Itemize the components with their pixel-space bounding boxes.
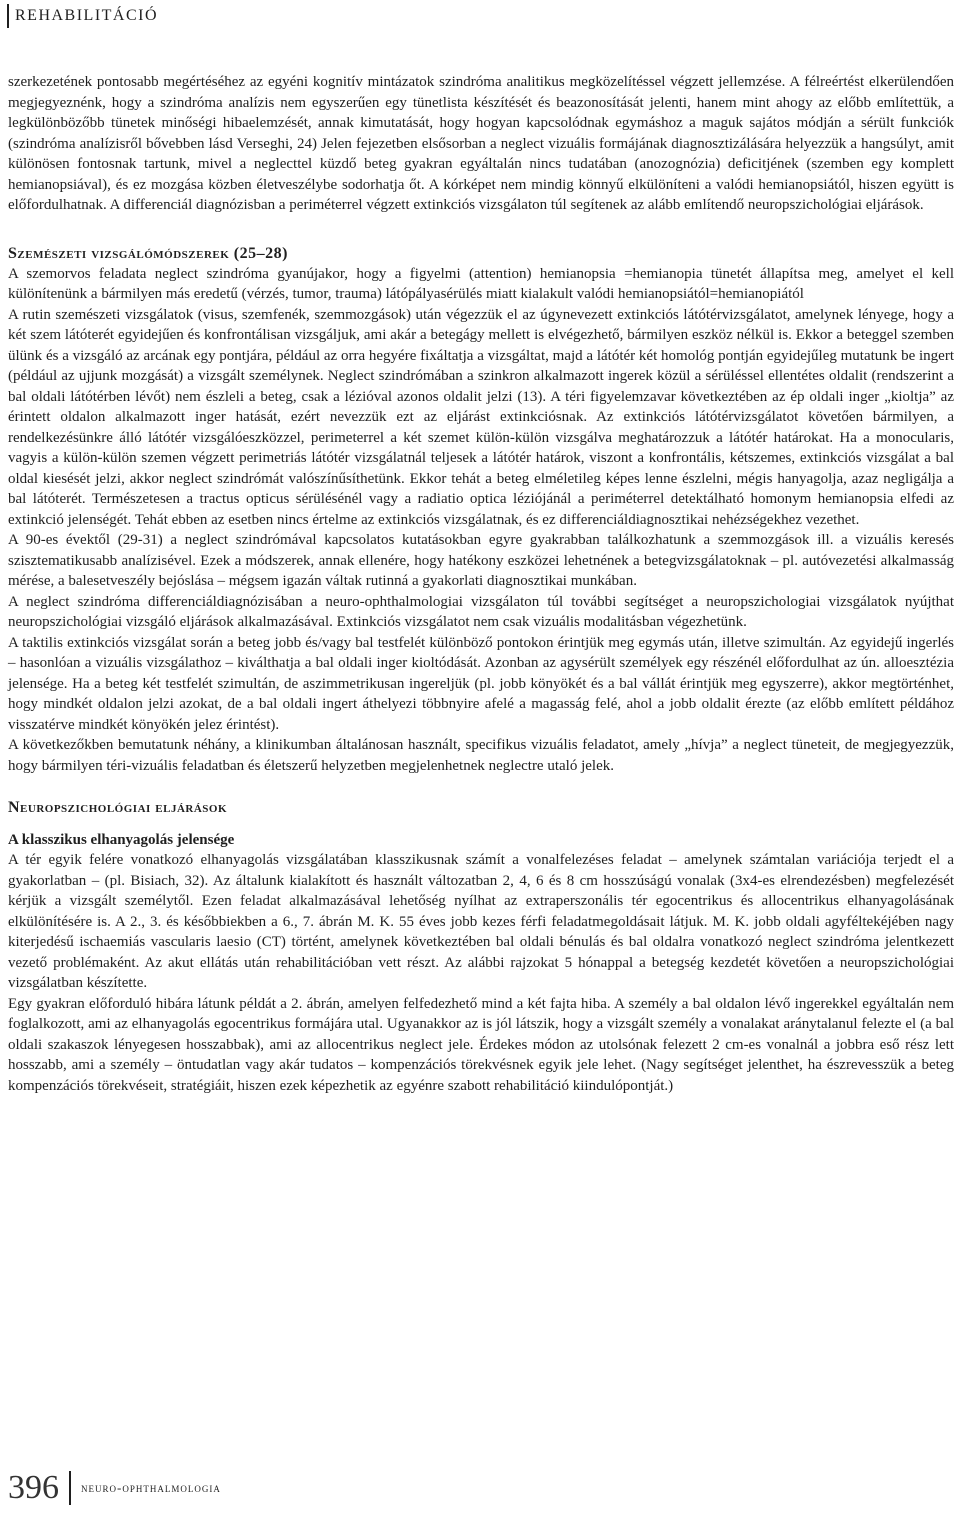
section-title-ophthalmic: Szemészeti vizsgálómódszerek (25–28) xyxy=(8,244,288,262)
spacer xyxy=(8,776,954,798)
paragraph: A taktilis extinkciós vizsgálat során a beteg jobb és/vagy bal testfelét különböző pontokon érintjük meg egymás után, illetve szimultán. Az egyidejű ingerlés – hasonlóan a vizuális vizsgálathoz – kiválthatja a bal oldali inger kioltódását. Azonban az agysérült személyek egy részénél előfordulhat az ún. alloesztézia jelensége. Ha a beteg két testfelét szimultán, de aszimmetrikusan ingereljük (pl. jobb könyökét és a bal vállát érintjük meg egyszerre), akkor megtörténhet, hogy mindkét oldalon jelzi azokat, de a bal oldali ingert áthelyezi többnyire afelé a magasság felé, ahol a jobb oldalit érezte (az előbb említett példához visszatérve mindkét könyökén jelez érintést). xyxy=(8,634,954,733)
header-title: REHABILITÁCIÓ xyxy=(15,7,159,24)
paragraph: A rutin szemészeti vizsgálatok (visus, szemfenék, szemmozgások) után végezzük el az úgynevezett extinkciós látótérvizsgálatot, amelynek lényege, hogy a két szem látóterét egyidejűen és konfrontálisan vizsgáljuk, ami akár a betegágy mellett is elvégezhető, bármilyen eszköz nélkül is. Ekkor a beteggel szemben ülünk és a vizsgáló az arcának egy pontjára, például az orra hegyére fixáltatja a vizsgáltat, majd a látótér két homológ pontján egyidejűleg mutatunk be ingert (például az ujjunk mozgását) a vizsgált személynek. Neglect szindrómában a szinkron alkalmazott ingerek közül a sérüléssel ellentétes oldalit (rendszerint a bal oldali látótérben lévőt) nem észleli a beteg, csak a lézióval azonos oldalit jelzi (13). A téri figyelemzavar következtében az ép oldali inger „kioltja” az érintett oldalon alkalmazott inger hatását, ezért nevezzük ezt az eljárást extinkciósnak. Az extinkciós látótérvizsgálatot követően bármilyen, a rendelkezésünkre álló látótér vizsgálóeszközzel, perimeterrel a két szemet külön-külön vizsgálva meghatározzuk a látótér határokat. Ha a monocularis, vagyis a külön-külön szemen végzett perimetriás látótér vizsgálatnál teljesek a látótér határok, viszont a konfrontális, kétszemes, extinkciós vizsgálat a bal oldal kiesését jelzi, akkor neglect szindrómát valószínűsíthetünk. Ekkor tehát a beteg elméletileg képes lenne észlelni, mégis hanyagolja, azaz negligálja a bal látóterét. Természetesen a tractus opticus sérülésénél vagy a radiatio optica léziójánál a periméterrel detektálható homonym hemianopsia elfedi az extinkció jelenségét. Tehát ebben az esetben nincs értelme az extinkciós vizsgálatnak, és ez differenciáldiagnosztikai nehézségekhez vezethet. xyxy=(8,306,954,528)
footer-label: neuro-ophthalmologia xyxy=(81,1480,221,1495)
subsection-title: A klasszikus elhanyagolás jelensége xyxy=(8,832,235,848)
spacer xyxy=(8,216,954,244)
article-body xyxy=(8,72,954,1096)
running-header xyxy=(7,4,158,28)
paragraph: A következőkben bemutatunk néhány, a klinikumban általánosan használt, specifikus vizuális feladatot, amely „hívja” a neglect tüneteit, de megjegyezzük, hogy bármilyen téri-vizuális feladatban és életszerű helyzetben megjelenhetnek neglectre utaló jelek. xyxy=(8,737,954,774)
page-number: 396 xyxy=(8,1469,59,1506)
page-footer xyxy=(8,1468,221,1508)
spacer xyxy=(8,818,954,830)
footer-divider xyxy=(69,1471,71,1505)
section-title-neuropsych: Neuropszichológiai eljárások xyxy=(8,799,228,816)
paragraph: Egy gyakran előforduló hibára látunk példát a 2. ábrán, amelyen felfedezhető mind a két fajta hiba. A személy a bal oldalon lévő ingerekkel egyáltalán nem foglalkozott, ami az elhanyagolás egocentrikus formájára utal. Ugyanakkor az is jól látszik, hogy a vizsgált személy a vonalakat aránytalanul felezte el (a bal oldali szakaszok lényegesen hosszabbak), ami az allocentrikus neglect jele. Érdekes módon az utolsónak felezett 2 cm-es vonalnál a jobbra eső rész lett hosszabb, ami a személy – öntudatlan vagy akár tudatos – kompenzációs törekvésnek egyik jele lehet. (Nagy segítséget jelenthet, ha észrevesszük a beteg kompenzációs törekvéseit, stratégiáit, hiszen ezek képezhetik az egyénre szabott rehabilitáció kiindulópontját.) xyxy=(8,995,954,1094)
paragraph: A neglect szindróma differenciáldiagnózisában a neuro-ophthalmologiai vizsgálaton túl további segítséget a neuropszichologiai vizsgálatok nyújthat neuropszichológiai vizsgáló eljárások alkalmazásával. Extinkciós vizsgálatot nem csak vizuális modalitásban végezhetünk. xyxy=(8,593,954,630)
intro-paragraph: szerkezetének pontosabb megértéséhez az egyéni kognitív mintázatok szindróma analitikus megközelítéssel végzett jellemzése. A félreértést elkerülendően megjegyeznénk, hogy a szindróma analízis nem egyszerűen egy tünetlista készítését és beazonosítását jelenti, hanem mint ahogy az előbb említettük, a legkülönbözőbb tünetek minőségi hibaelemzését, annak kimutatását, hogy hogyan kapcsolódnak egymáshoz a maguk sajátos módján a sérült funkciók (szindróma analízisről bővebben lásd Verseghi, 24) Jelen fejezetben elsősorban a neglect vizuális formájának diagnosztizálására helyezzük a hangsúlyt, amit különösen fontosnak tartunk, mivel a neglecttel küzdő beteg gyakran egyáltalán nincs tudatában (anozognózia) deficitjének (szemben egy komplett hemianopsiával), és ez mozgása közben életveszélybe sodorhatja őt. A kórképet nem mindig könnyű elkülöníteni a valódi hemianopsiától, hiszen együtt is előfordulhatnak. A differenciál diagnózisban a periméterrel végzett extinkciós vizsgálaton túl segítenek az alább említendő neuropszichológiai eljárások. xyxy=(8,74,954,213)
paragraph: A szemorvos feladata neglect szindróma gyanújakor, hogy a figyelmi (attention) hemianopsia =hemianopia tünetét állapítsa meg, amelyet el kell különítenünk a bármilyen más eredetű (vérzés, tumor, trauma) látópályasérülés miatt kialakult valódi hemianopsiától=hemianopiától xyxy=(8,265,954,302)
paragraph: A tér egyik felére vonatkozó elhanyagolás vizsgálatában klasszikusnak számít a vonalfelezéses feladat – amelynek számtalan variációja terjedt el a gyakorlatban – (pl. Bisiach, 32). Az általunk kialakított és használt változatban 2, 4, 6 és 8 cm hosszúságú vonalak (3x4-es elrendezésben) megfelezését kérjük a vizsgált személytől. Ezen feladat alkalmazásával lehetőség nyílhat az extraperszonális tér egocentrikus és allocentrikus elhanyagolásának elkülönítésére is. A 2., 3. és későbbiekben a 6., 7. ábrán M. K. 55 éves jobb kezes férfi feladatmegoldásait látjuk. M. K. jobb oldali agyféltekéjében nagy kiterjedésű ischaemiás vascularis laesio (CT) történt, amelynek következtében bal oldali bénulás és bal oldalra vonatkozó neglect szindróma jelentkezett vezető problémaként. Az akut ellátás után rehabilitációban vett részt. Az alábbi rajzokat 5 hónappal a betegség kezdetét követően a neuropszichológiai vizsgálatban készítette. xyxy=(8,852,954,991)
paragraph: A 90-es évektől (29-31) a neglect szindrómával kapcsolatos kutatásokban egyre gyakrabban találkozhatunk a szemmozgások ill. a vizuális keresés szisztematikusabb analízisével. Ezek a módszerek, annak ellenére, hogy hatékony eszközei lehetnének a betegvizsgálatoknak – pl. autóvezetési alkalmasság mérése, a balesetveszély bejóslása – mégsem igazán váltak rutinná a gyakorlati diagnosztikai munkában. xyxy=(8,532,954,589)
